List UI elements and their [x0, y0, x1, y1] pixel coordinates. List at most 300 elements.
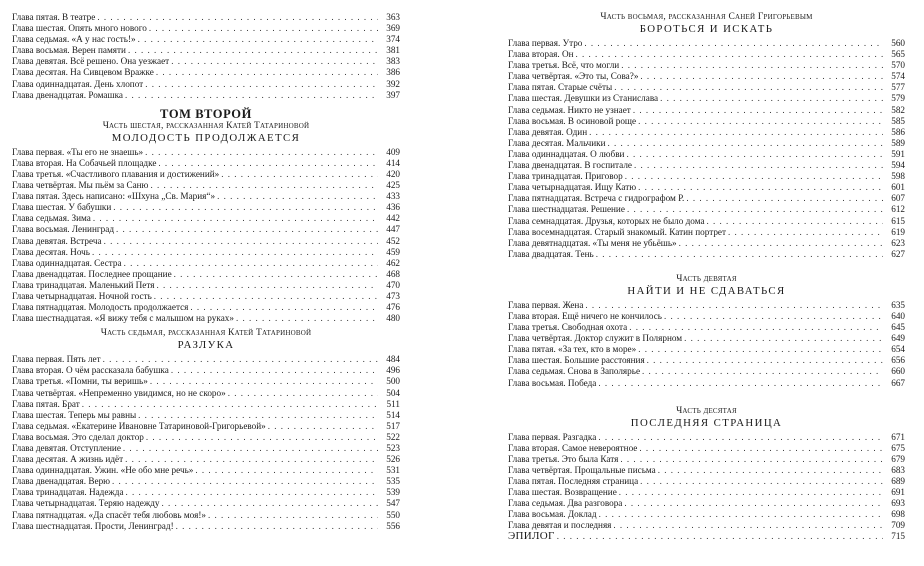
toc-entry [508, 82, 905, 93]
chapter-title: Глава двадцатая. Тень [508, 248, 594, 259]
page-number: 436 [386, 202, 400, 213]
chapter-title: Глава третья. «Счастливого плавания и достижений» [12, 168, 220, 179]
chapter-title: Глава вторая. О чём рассказала бабушка [12, 365, 169, 376]
chapter-title: Глава седьмая. Два разговора [508, 498, 623, 509]
page-number: 517 [386, 420, 400, 431]
epilogue-entry [508, 531, 905, 542]
dot-leader [658, 465, 883, 476]
chapter-title: Глава первая. «Ты его не знаешь» [12, 146, 144, 157]
toc-entry [12, 180, 400, 191]
dot-leader [162, 498, 379, 509]
page-number: 594 [891, 160, 905, 171]
chapter-title: Глава четвёртая. Мы пьём за Саню [12, 180, 149, 191]
page-number: 623 [891, 237, 905, 248]
dot-leader [629, 322, 883, 333]
chapter-title: Глава шестая. Теперь мы равны [12, 409, 137, 420]
chapter-title: Глава шестнадцатая. Решение [508, 204, 625, 215]
chapter-title: Глава шестнадцатая. «Я вижу тебя с малышом на руках» [12, 313, 234, 324]
chapter-title: Глава девятая. Один [508, 126, 588, 137]
page-number: 468 [386, 268, 400, 279]
dot-leader [598, 432, 883, 443]
chapter-title: Глава девятая. Отступление [12, 443, 121, 453]
dot-leader [126, 487, 378, 498]
page-number: 675 [891, 442, 905, 453]
page-number: 565 [891, 49, 905, 60]
toc-entry [508, 465, 905, 476]
toc-entry [508, 38, 905, 49]
toc-entry [12, 302, 400, 313]
page-number: 585 [891, 115, 905, 126]
chapter-title: Глава восьмая. Это сделал доктор [12, 431, 144, 442]
toc-entry [12, 67, 400, 78]
part7-title: РАЗЛУКА [177, 339, 235, 352]
toc-entry [508, 116, 905, 127]
page-number: 598 [891, 171, 905, 182]
toc-entry [508, 204, 905, 215]
toc-entry [508, 498, 905, 509]
part7-heading: Часть седьмая, рассказанная Катей Татариновой [100, 328, 312, 339]
page-number: 511 [386, 398, 400, 409]
dot-leader [217, 191, 378, 202]
toc-entry [12, 56, 400, 67]
dot-leader [138, 34, 378, 45]
dot-leader [125, 454, 378, 465]
chapter-title: Глава вторая. Он [508, 49, 574, 60]
page-number: 473 [386, 290, 400, 301]
chapter-title: Глава пятая. Брат [12, 398, 80, 409]
page-number: 547 [386, 498, 400, 509]
dot-leader [707, 216, 883, 227]
toc-entry [12, 280, 400, 291]
page-number: 414 [386, 157, 400, 168]
page-number: 514 [386, 409, 400, 420]
dot-leader [145, 147, 378, 158]
chapter-title: Глава первая. Жена [508, 299, 584, 310]
toc-entry [12, 213, 400, 224]
toc-entry [508, 378, 905, 389]
chapter-title: Глава пятая. «За тех, кто в море» [508, 344, 637, 355]
intro-chapter-list [12, 12, 400, 101]
toc-entry [12, 454, 400, 465]
page-number: 591 [891, 148, 905, 159]
chapter-title: Глава одиннадцатая. Ужин. «Не обо мне речь» [12, 465, 194, 476]
page-number: 556 [386, 520, 400, 531]
dot-leader [686, 193, 883, 204]
toc-entry [508, 355, 905, 366]
chapter-title: Глава четвёртая. Доктор служит в Полярном [508, 333, 683, 344]
toc-entry [508, 216, 905, 227]
dot-leader [116, 224, 378, 235]
dot-leader [557, 531, 883, 542]
page-number: 615 [891, 215, 905, 226]
toc-entry [508, 249, 905, 260]
dot-leader [576, 49, 883, 60]
chapter-title: Глава девятнадцатая. «Ты меня не убьёшь» [508, 237, 677, 248]
page-number: 683 [891, 464, 905, 475]
page-number: 649 [891, 333, 905, 344]
chapter-title: Глава двенадцатая. В госпитале [508, 160, 633, 171]
toc-entry [508, 93, 905, 104]
epilogue-title: ЭПИЛОГ [508, 530, 555, 543]
dot-leader [598, 378, 883, 389]
toc-entry [508, 487, 905, 498]
chapter-title: Глава третья. Это была Катя [508, 453, 619, 464]
dot-leader [190, 302, 378, 313]
toc-entry [12, 510, 400, 521]
dot-leader [642, 366, 883, 377]
page-number: 689 [891, 476, 905, 486]
dot-leader [614, 82, 883, 93]
toc-entry [12, 191, 400, 202]
chapter-title: Глава тринадцатая. Маленький Петя [12, 279, 155, 290]
volume-title: ТОМ ВТОРОЙ [160, 106, 252, 121]
page-number: 535 [386, 476, 400, 487]
chapter-title: Глава двенадцатая. Ромашка [12, 89, 123, 100]
chapter-title: Глава десятая. А жизнь идёт [12, 454, 124, 465]
dot-leader [599, 509, 883, 520]
dot-leader [584, 38, 883, 49]
page-number: 374 [386, 34, 400, 45]
toc-entry [12, 79, 400, 90]
dot-leader [638, 116, 883, 127]
chapter-title: Глава четвёртая. Прощальные письма [508, 464, 656, 475]
page-number: 635 [891, 299, 905, 310]
chapter-title: Глава пятая. Последняя страница [508, 476, 639, 486]
dot-leader [620, 454, 883, 465]
dot-leader [664, 311, 883, 322]
dot-leader [208, 510, 378, 521]
dot-leader [97, 12, 378, 23]
toc-entry [508, 149, 905, 160]
dot-leader [236, 313, 378, 324]
toc-entry [12, 365, 400, 376]
toc-entry [508, 432, 905, 443]
dot-leader [158, 158, 378, 169]
toc-entry [12, 443, 400, 454]
dot-leader [145, 79, 378, 90]
page-number: 667 [891, 377, 905, 388]
part8-chapter-list [508, 38, 905, 260]
toc-entry [12, 399, 400, 410]
chapter-title: Глава вторая. На Собачьей площадке [12, 157, 157, 168]
dot-leader [585, 300, 883, 311]
dot-leader [728, 227, 883, 238]
dot-leader [589, 127, 883, 138]
toc-entry [508, 238, 905, 249]
page-number: 679 [891, 453, 905, 464]
chapter-title: Глава девятая. Всё решено. Она уезжает [12, 56, 170, 67]
page-number: 496 [386, 365, 400, 376]
chapter-title: Глава четырнадцатая. Ночной гость [12, 290, 152, 301]
page-number: 470 [386, 279, 400, 290]
dot-leader [621, 60, 883, 71]
right-page [508, 12, 905, 543]
toc-entry [12, 258, 400, 269]
chapter-title: Глава шестая. Возвращение [508, 487, 617, 498]
page-number: 409 [386, 146, 400, 157]
dot-leader [647, 355, 883, 366]
dot-leader [171, 365, 378, 376]
dot-leader [113, 202, 378, 213]
chapter-title: Глава седьмая. Никто не узнает [508, 104, 631, 115]
page-number: 383 [386, 56, 400, 67]
chapter-title: Глава шестая. Девушки из Станислава [508, 93, 659, 104]
page-number: 452 [386, 235, 400, 246]
toc-entry [12, 421, 400, 432]
page-number: 442 [386, 213, 400, 224]
chapter-title: Глава тринадцатая. Надежда [12, 487, 124, 498]
page-number: 447 [386, 224, 400, 235]
chapter-title: Глава вторая. Самое невероятное [508, 442, 638, 453]
page-number: 612 [891, 204, 905, 215]
toc-entry [12, 410, 400, 421]
dot-leader [228, 388, 378, 399]
chapter-title: Глава восьмая. Победа [508, 377, 597, 388]
chapter-title: Глава седьмая. Зима [12, 213, 91, 224]
toc-entry [508, 60, 905, 71]
page-number: 500 [386, 376, 400, 387]
toc-entry [508, 138, 905, 149]
dot-leader [613, 520, 883, 531]
part6-title: МОЛОДОСТЬ ПРОДОЛЖАЕТСЯ [111, 131, 301, 144]
page-number: 589 [891, 137, 905, 148]
dot-leader [624, 498, 883, 509]
chapter-title: Глава вторая. Ещё ничего не кончилось [508, 310, 662, 321]
dot-leader [627, 204, 883, 215]
chapter-title: Глава шестая. Большие расстояния [508, 355, 645, 366]
page-number: 691 [891, 487, 905, 498]
toc-entry [12, 12, 400, 23]
toc-entry [508, 333, 905, 344]
toc-entry [12, 202, 400, 213]
toc-entry [508, 71, 905, 82]
page-number: 420 [386, 168, 400, 179]
toc-entry [12, 388, 400, 399]
chapter-title: Глава четырнадцатая. Ищу Катю [508, 182, 637, 193]
page-number: 539 [386, 487, 400, 498]
toc-entry [508, 160, 905, 171]
page-number: 698 [891, 509, 905, 520]
toc-entry [508, 105, 905, 116]
page-number: 386 [386, 67, 400, 78]
toc-entry [12, 432, 400, 443]
chapter-title: Глава девятая и последняя [508, 520, 612, 531]
chapter-title: Глава одиннадцатая. День хлопот [12, 78, 144, 89]
toc-entry [12, 313, 400, 324]
toc-entry [12, 376, 400, 387]
part7-chapter-list [12, 354, 400, 532]
epilogue-page: 715 [891, 531, 905, 542]
dot-leader [150, 180, 378, 191]
page-number: 526 [386, 454, 400, 465]
chapter-title: Глава первая. Утро [508, 38, 583, 48]
toc-entry [12, 147, 400, 158]
toc-entry [12, 158, 400, 169]
dot-leader [638, 182, 883, 193]
page-number: 574 [891, 71, 905, 82]
toc-entry [508, 300, 905, 311]
page-number: 671 [891, 431, 905, 442]
toc-entry [12, 476, 400, 487]
dot-leader [660, 93, 883, 104]
chapter-title: Глава шестая. У бабушки [12, 202, 112, 213]
page-number: 654 [891, 344, 905, 355]
dot-leader [149, 23, 378, 34]
dot-leader [125, 90, 378, 101]
toc-entry [508, 509, 905, 520]
dot-leader [679, 238, 883, 249]
toc-entry [12, 269, 400, 280]
toc-entry [12, 236, 400, 247]
page-number: 484 [386, 354, 400, 365]
toc-entry [508, 520, 905, 531]
dot-leader [128, 45, 378, 56]
chapter-title: Глава пятая. В театре [12, 12, 96, 22]
chapter-title: Глава тринадцатая. Приговор [508, 171, 623, 182]
toc-entry [12, 23, 400, 34]
chapter-title: Глава восемнадцатая. Старый знакомый. Катин портрет [508, 226, 727, 237]
toc-entry [508, 193, 905, 204]
page-number: 640 [891, 310, 905, 321]
dot-leader [626, 149, 883, 160]
part9-chapter-list [508, 300, 905, 389]
toc-entry [12, 521, 400, 532]
page-number: 656 [891, 355, 905, 366]
chapter-title: Глава четырнадцатая. Теряю надежду [12, 498, 160, 509]
toc-entry [12, 291, 400, 302]
toc-entry [12, 169, 400, 180]
dot-leader [150, 376, 378, 387]
page-number: 709 [891, 520, 905, 531]
dot-leader [124, 258, 378, 269]
chapter-title: Глава семнадцатая. Друзья, которых не было дома [508, 215, 705, 226]
page-number: 660 [891, 366, 905, 377]
chapter-title: Глава четвёртая. «Это ты, Сова?» [508, 71, 639, 82]
toc-entry [12, 90, 400, 101]
part10-title: ПОСЛЕДНЯЯ СТРАНИЦА [630, 416, 783, 429]
chapter-title: Глава одиннадцатая. Сестра [12, 257, 122, 268]
dot-leader [625, 171, 883, 182]
toc-entry [508, 227, 905, 238]
page-number: 459 [386, 246, 400, 257]
toc-entry [508, 311, 905, 322]
part6-chapter-list [12, 147, 400, 325]
page-number: 579 [891, 93, 905, 104]
toc-entry [12, 247, 400, 258]
page-number: 586 [891, 126, 905, 137]
dot-leader [176, 521, 378, 532]
page-number: 582 [891, 104, 905, 115]
chapter-title: Глава восьмая. Верен памяти [12, 45, 126, 56]
chapter-title: Глава седьмая. «А у нас гость!» [12, 34, 136, 45]
page-number: 550 [386, 509, 400, 520]
chapter-title: Глава седьмая. Снова в Заполярье [508, 366, 641, 377]
toc-entry [508, 322, 905, 333]
chapter-title: Глава восьмая. Доклад [508, 509, 597, 520]
part10-chapter-list [508, 432, 905, 532]
dot-leader [195, 465, 378, 476]
part10-heading: Часть десятая [676, 405, 737, 416]
chapter-title: Глава десятая. На Сивцевом Вражке [12, 67, 154, 78]
toc-entry [12, 34, 400, 45]
chapter-title: Глава пятнадцатая. Молодость продолжается [12, 302, 189, 313]
page-number: 425 [386, 180, 400, 191]
toc-entry [12, 465, 400, 476]
page-number: 627 [891, 248, 905, 259]
toc-entry [12, 45, 400, 56]
dot-leader [619, 487, 883, 498]
dot-leader [82, 399, 378, 410]
chapter-title: Глава третья. «Помни, ты веришь» [12, 376, 148, 387]
page-number: 363 [386, 12, 400, 22]
toc-entry [12, 498, 400, 509]
chapter-title: Глава одиннадцатая. О любви [508, 148, 625, 159]
dot-leader [103, 354, 378, 365]
chapter-title: Глава десятая. Мальчики [508, 137, 606, 148]
toc-entry [12, 487, 400, 498]
toc-entry [12, 224, 400, 235]
chapter-title: Глава восьмая. В осиновой роще [508, 115, 637, 126]
toc-entry [508, 443, 905, 454]
left-page [12, 12, 400, 532]
dot-leader [138, 410, 378, 421]
toc-entry [508, 454, 905, 465]
toc-entry [508, 476, 905, 487]
dot-leader [634, 160, 883, 171]
chapter-title: Глава седьмая. «Екатерине Ивановне Татариновой-Григорьевой» [12, 420, 266, 431]
chapter-title: Глава третья. Всё, что могли [508, 60, 620, 71]
chapter-title: Глава пятая. Старые счёты [508, 82, 613, 93]
page-number: 531 [386, 465, 400, 476]
page-number: 504 [386, 387, 400, 398]
dot-leader [92, 247, 378, 258]
chapter-title: Глава десятая. Ночь [12, 246, 90, 257]
part8-title: БОРОТЬСЯ И ИСКАТЬ [639, 23, 774, 35]
dot-leader [104, 236, 378, 247]
page-number: 560 [891, 38, 905, 48]
toc-entry [508, 366, 905, 377]
part9-heading: Часть девятая [676, 273, 737, 284]
dot-leader [154, 291, 378, 302]
page-number: 381 [386, 45, 400, 56]
dot-leader [638, 344, 883, 355]
dot-leader [640, 476, 883, 487]
page-number: 476 [386, 302, 400, 313]
chapter-title: Глава пятнадцатая. Встреча с гидрографом Р. [508, 193, 685, 204]
dot-leader [146, 432, 378, 443]
page-number: 570 [891, 60, 905, 71]
part8-heading: Часть восьмая, рассказанная Саней Григорьевым [600, 12, 813, 22]
page-number: 433 [386, 191, 400, 202]
page-number: 601 [891, 182, 905, 193]
page-number: 607 [891, 193, 905, 204]
chapter-title: Глава двенадцатая. Верю [12, 476, 111, 487]
page-number: 693 [891, 498, 905, 509]
part9-title: НАЙТИ И НЕ СДАВАТЬСЯ [627, 284, 786, 297]
chapter-title: Глава третья. Свободная охота [508, 322, 628, 333]
chapter-title: Глава двенадцатая. Последнее прощание [12, 268, 172, 279]
dot-leader [639, 443, 883, 454]
toc-entry [508, 49, 905, 60]
toc-entry [12, 354, 400, 365]
page-number: 522 [386, 431, 400, 442]
page-number: 645 [891, 322, 905, 333]
toc-entry [508, 127, 905, 138]
page-number: 523 [386, 443, 400, 453]
dot-leader [608, 138, 883, 149]
toc-entry [508, 171, 905, 182]
page-number: 480 [386, 313, 400, 324]
